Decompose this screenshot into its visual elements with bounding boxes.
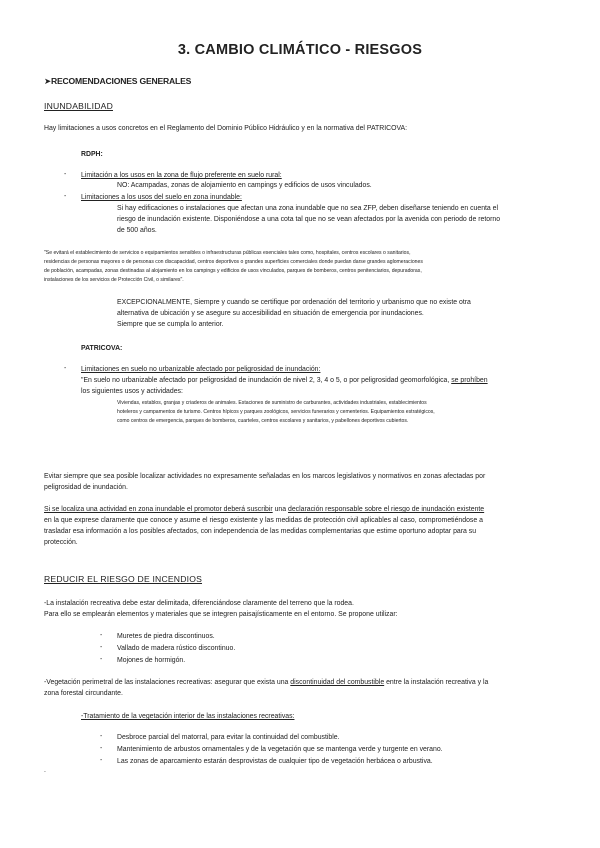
decl-part3: declaración responsable sobre el riesgo de inundación existente bbox=[288, 506, 485, 513]
treat-item: Mantenimiento de arbustos ornamentales y de la vegetación que se mantenga verde y turgente en verano. bbox=[117, 746, 443, 753]
decl-part1: Si se localiza una actividad en zona inundable el promotor deberá suscribir bbox=[44, 506, 273, 513]
rdph-quote-line: residencias de personas mayores o de personas con discapacidad, centros deportivos o grandes superficies comerciales donde puedan darse grandes aglomeraciones bbox=[44, 259, 423, 265]
patricova-label: PATRICOVA: bbox=[81, 345, 123, 352]
veg-pre: -Vegetación perimetral de las instalaciones recreativas: asegurar que exista una bbox=[44, 679, 291, 686]
decl-line4: protección. bbox=[44, 539, 78, 546]
recomendaciones-label: RECOMENDACIONES GENERALES bbox=[51, 76, 192, 86]
bullet-dash: - bbox=[100, 644, 103, 651]
tratamiento-title: -Tratamiento de la vegetación interior de las instalaciones recreativas: bbox=[81, 713, 295, 720]
patricova-list-line: hoteleros y campamentos de turismo. Centros hípicos y parques zoológicos, servicios funerarios y cementerios. Equipamientos estratégicos, bbox=[117, 409, 435, 415]
veg-post: entre la instalación recreativa y la bbox=[384, 679, 489, 686]
rdph-item2-line: riesgo de inundación existente. Disponiéndose a una cota tal que no se vean afectados por la avenida con periodo de retorno bbox=[117, 216, 501, 223]
heading-incendios: REDUCIR EL RIESGO DE INCENDIOS bbox=[44, 574, 203, 584]
inundabilidad-intro: Hay limitaciones a usos concretos en el Reglamento del Dominio Público Hidráulico y en la normativa del PATRICOVA: bbox=[44, 125, 408, 132]
section-recomendaciones bbox=[44, 76, 191, 87]
bullet-dash: - bbox=[64, 193, 67, 200]
bullet-dash: - bbox=[64, 171, 67, 178]
decl-line3: trasladar esa información a los posibles afectados, con independencia de las medidas complementarias que estime oportuno adoptar para su bbox=[44, 528, 477, 535]
heading-inundabilidad: INUNDABILIDAD bbox=[44, 101, 113, 111]
vegetacion-line2: zona forestal circundante. bbox=[44, 690, 123, 697]
treat-item: Desbroce parcial del matorral, para evitar la continuidad del combustible. bbox=[117, 734, 340, 741]
incendios-intro-line: Para ello se emplearán elementos y materiales que se integren paisajísticamente en el entorno. Se propone utilizar: bbox=[44, 611, 398, 618]
veg-discontinuidad: discontinuidad del combustible bbox=[290, 679, 385, 686]
bullet-dash: - bbox=[64, 365, 67, 372]
rdph-exception-line: alternativa de ubicación y se asegure su accesibilidad en situación de emergencia por inundaciones. bbox=[117, 310, 424, 317]
treat-item: Las zonas de aparcamiento estarán desprovistas de cualquier tipo de vegetación herbácea o arbustiva. bbox=[117, 758, 433, 765]
incendios-intro-line: -La instalación recreativa debe estar delimitada, diferenciándose claramente del terreno que la rodea. bbox=[44, 600, 354, 607]
arrow-icon: ➤ bbox=[44, 76, 52, 86]
rdph-item1-title: Limitación a los usos en la zona de flujo preferente en suelo rural: bbox=[81, 172, 282, 179]
rdph-quote-line: "Se evitará el establecimiento de servicios o equipamientos sensibles o infraestructuras públicas esenciales tales como, hospitales, centros escolares o sanitarios, bbox=[44, 250, 411, 256]
avoid-line: Evitar siempre que sea posible localizar actividades no expresamente señaladas en los marcos legislativos y normativos en zonas afectadas por bbox=[44, 473, 486, 480]
rdph-exception-line: EXCEPCIONALMENTE, Siempre y cuando se certifique por ordenación del territorio y urbanismo que no existe otra bbox=[117, 299, 471, 306]
patricova-item-title: Limitaciones en suelo no urbanizable afectado por peligrosidad de inundación: bbox=[81, 366, 321, 373]
decl-part2: una bbox=[272, 506, 289, 513]
rdph-item2-line: de 500 años. bbox=[117, 227, 157, 234]
page-title: 3. CAMBIO CLIMÁTICO - RIESGOS bbox=[177, 42, 423, 58]
rdph-item2-title: Limitaciones a los usos del suelo en zona inundable: bbox=[81, 194, 242, 201]
bullet-dash: - bbox=[100, 632, 103, 639]
patricova-prohiben: se prohíben bbox=[451, 377, 488, 384]
patricova-line1-text: "En suelo no urbanizable afectado por peligrosidad de inundación de nivel 2, 3, 4 o 5, o por peligrosidad geomorfológica, bbox=[81, 377, 452, 384]
vegetacion-line1 bbox=[44, 678, 488, 689]
decl-line2: en la que exprese claramente que conoce y asume el riesgo existente y las medidas de protección civil aplicables al caso, comprometiéndose a bbox=[44, 517, 483, 524]
avoid-line: peligrosidad de inundación. bbox=[44, 484, 128, 491]
rdph-quote-line: instalaciones de los servicios de Protección Civil, o similares". bbox=[44, 277, 184, 283]
patricova-item-line2: los siguientes usos y actividades: bbox=[81, 388, 183, 395]
material-item: Vallado de madera rústico discontinuo. bbox=[117, 645, 236, 652]
bullet-dash: - bbox=[100, 733, 103, 740]
patricova-item-line1 bbox=[81, 376, 488, 387]
rdph-item2-line: Si hay edificaciones o instalaciones que afectan una zona inundable que no sea ZFP, deben diseñarse teniendo en cuenta el bbox=[117, 205, 499, 212]
bullet-dash: - bbox=[100, 745, 103, 752]
rdph-item1-text: NO: Acampadas, zonas de alojamiento en campings y edificios de usos vinculados. bbox=[117, 182, 372, 189]
decl-line1 bbox=[44, 505, 484, 516]
patricova-list-line: como centros de emergencia, parques de bomberos, cuarteles, centros escolares y sanitarios, y pabellones deportivos cubiertos. bbox=[117, 418, 409, 424]
patricova-list-line: Viviendas, establos, granjas y criaderos de animales. Estaciones de suministro de carburantes, actividades industriales, establecimientos bbox=[117, 400, 427, 406]
rdph-exception-line: Siempre que se cumpla lo anterior. bbox=[117, 321, 224, 328]
material-item: Muretes de piedra discontinuos. bbox=[117, 633, 215, 640]
bullet-dash: - bbox=[100, 656, 103, 663]
material-item: Mojones de hormigón. bbox=[117, 657, 186, 664]
end-mark: . bbox=[44, 767, 46, 774]
rdph-quote-line: de población, acampadas, zonas destinadas al alojamiento en los campings y edificios de usos vinculados, parques de bomberos, centros penitenciarios, depuradoras, bbox=[44, 268, 422, 274]
rdph-label: RDPH: bbox=[81, 151, 103, 158]
bullet-dash: - bbox=[100, 757, 103, 764]
